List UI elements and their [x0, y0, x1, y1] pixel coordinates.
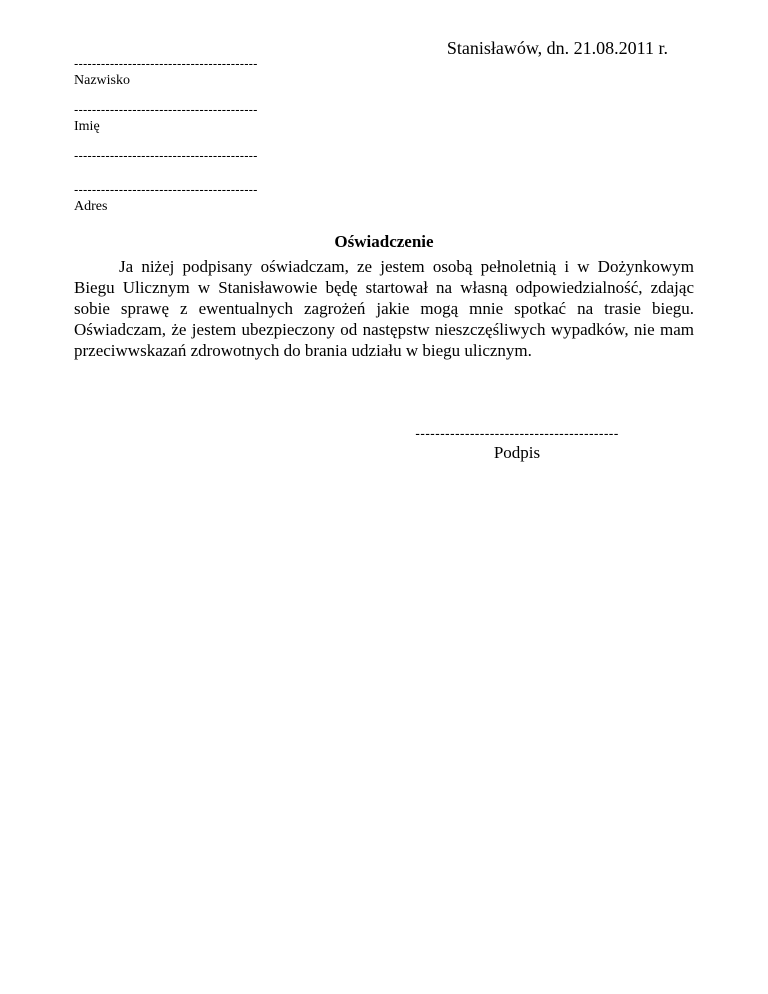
declaration-title: Oświadczenie	[334, 232, 434, 251]
place-date: Stanisławów, dn. 21.08.2011 r.	[446, 38, 668, 58]
signature-line: -----------------------------------------	[415, 425, 619, 441]
first-name-label: Imię	[74, 119, 100, 134]
address-label: Adres	[74, 199, 108, 214]
signature-block	[392, 424, 642, 464]
first-name-field-line: -----------------------------------------	[74, 102, 258, 117]
address-field-line-1: -----------------------------------------	[74, 148, 258, 163]
address-field-line-2: -----------------------------------------	[74, 182, 258, 197]
signature-label: Podpis	[493, 443, 541, 462]
surname-field-line: -----------------------------------------	[74, 56, 258, 71]
personal-data-fields	[74, 56, 374, 216]
declaration-text: Ja niżej podpisany oświadczam, ze jestem osobą pełnoletnią i w Dożynkowym Biegu Ulicznym w Stanisławowie będę startował na własną odpowiedzialność, zdając sobie sprawę z ewentualnych zagrożeń jakie mogą mnie spotkać na trasie biegu. Oświadczam, że jestem ubezpieczony od następstw nieszczęśliwych wypadków, nie mam przeciwwskazań zdrowotnych do brania udziału w biegu ulicznym.	[74, 257, 694, 360]
surname-label: Nazwisko	[74, 73, 130, 88]
